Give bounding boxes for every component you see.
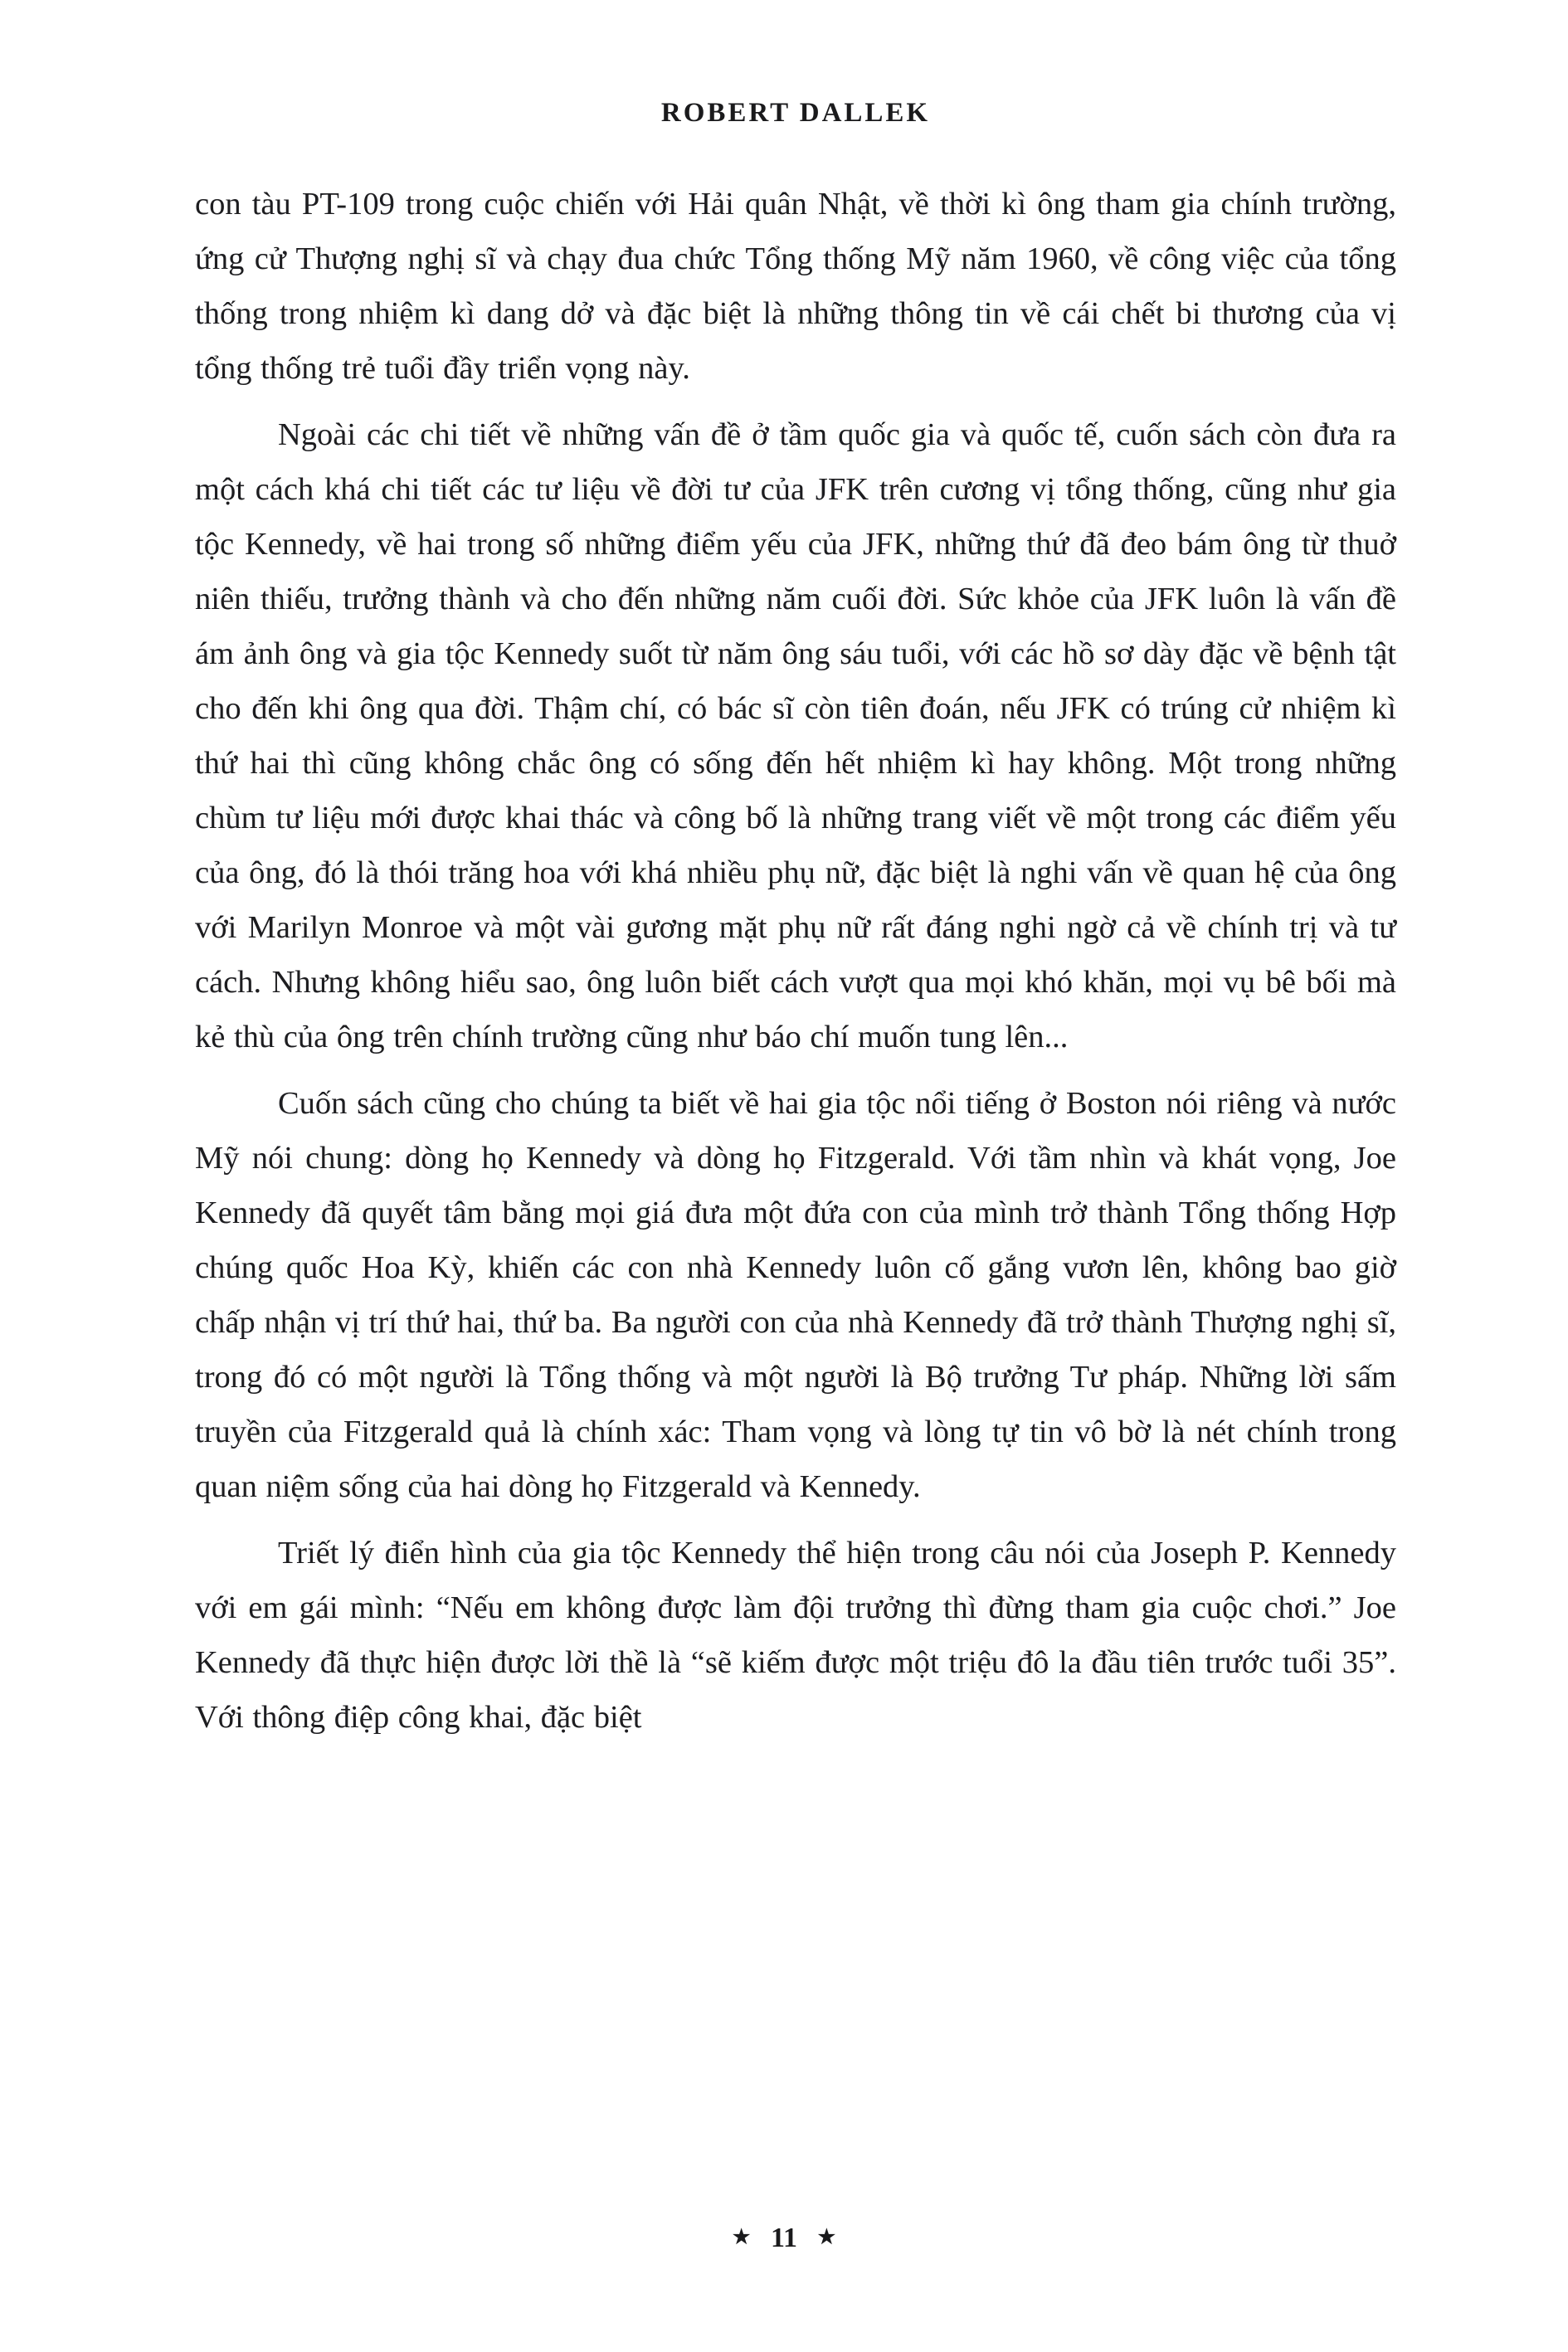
text-block [195,177,1396,1745]
paragraph: Ngoài các chi tiết về những vấn đề ở tầm quốc gia và quốc tế, cuốn sách còn đưa ra một cách khá chi tiết các tư liệu về đời tư của JFK trên cương vị tổng thống, cũng như gia tộc Kennedy, về hai trong số những điểm yếu của JFK, những thứ đã đeo bám ông từ thuở niên thiếu, trưởng thành và cho đến những năm cuối đời. Sức khỏe của JFK luôn là vấn đề ám ảnh ông và gia tộc Kennedy suốt từ năm ông sáu tuổi, với các hồ sơ dày đặc về bệnh tật cho đến khi ông qua đời. Thậm chí, có bác sĩ còn tiên đoán, nếu JFK có trúng cử nhiệm kì thứ hai thì cũng không chắc ông có sống đến hết nhiệm kì hay không. Một trong những chùm tư liệu mới được khai thác và công bố là những trang viết về một trong các điểm yếu của ông, đó là thói trăng hoa với khá nhiều phụ nữ, đặc biệt là nghi vấn về quan hệ của ông với Marilyn Monroe và một vài gương mặt phụ nữ rất đáng nghi ngờ cả về chính trị và tư cách. Nhưng không hiểu sao, ông luôn biết cách vượt qua mọi khó khăn, mọi vụ bê bối mà kẻ thù của ông trên chính trường cũng như báo chí muốn tung lên... [195,417,1396,1054]
running-header: ROBERT DALLEK [660,98,931,128]
star-ornament-icon: ★ [817,2227,836,2248]
star-ornament-icon: ★ [732,2227,751,2248]
paragraph: Triết lý điển hình của gia tộc Kennedy thể hiện trong câu nói của Joseph P. Kennedy với em gái mình: “Nếu em không được làm đội trưởng thì đừng tham gia cuộc chơi.” Joe Kennedy đã thực hiện được lời thề là “sẽ kiếm được một triệu đô la đầu tiên trước tuổi 35”. Với thông điệp công khai, đặc biệt [195,1536,1396,1735]
paragraph: Cuốn sách cũng cho chúng ta biết về hai gia tộc nổi tiếng ở Boston nói riêng và nước Mỹ nói chung: dòng họ Kennedy và dòng họ Fitzgerald. Với tầm nhìn và khát vọng, Joe Kennedy đã quyết tâm bằng mọi giá đưa một đứa con của mình trở thành Tổng thống Hợp chúng quốc Hoa Kỳ, khiến các con nhà Kennedy luôn cố gắng vươn lên, không bao giờ chấp nhận vị trí thứ hai, thứ ba. Ba người con của nhà Kennedy đã trở thành Thượng nghị sĩ, trong đó có một người là Tổng thống và một người là Bộ trưởng Tư pháp. Những lời sấm truyền của Fitzgerald quả là chính xác: Tham vọng và lòng tự tin vô bờ là nét chính trong quan niệm sống của hai dòng họ Fitzgerald và Kennedy. [195,1086,1396,1504]
page-number: 11 [770,2223,798,2253]
paragraph-continuation: con tàu PT-109 trong cuộc chiến với Hải quân Nhật, về thời kì ông tham gia chính trường, ứng cử Thượng nghị sĩ và chạy đua chức Tổng thống Mỹ năm 1960, về công việc của tổng thống trong nhiệm kì dang dở và đặc biệt là những thông tin về cái chết bi thương của vị tổng thống trẻ tuổi đầy triển vọng này. [195,187,1396,386]
page-footer [0,2223,1568,2254]
